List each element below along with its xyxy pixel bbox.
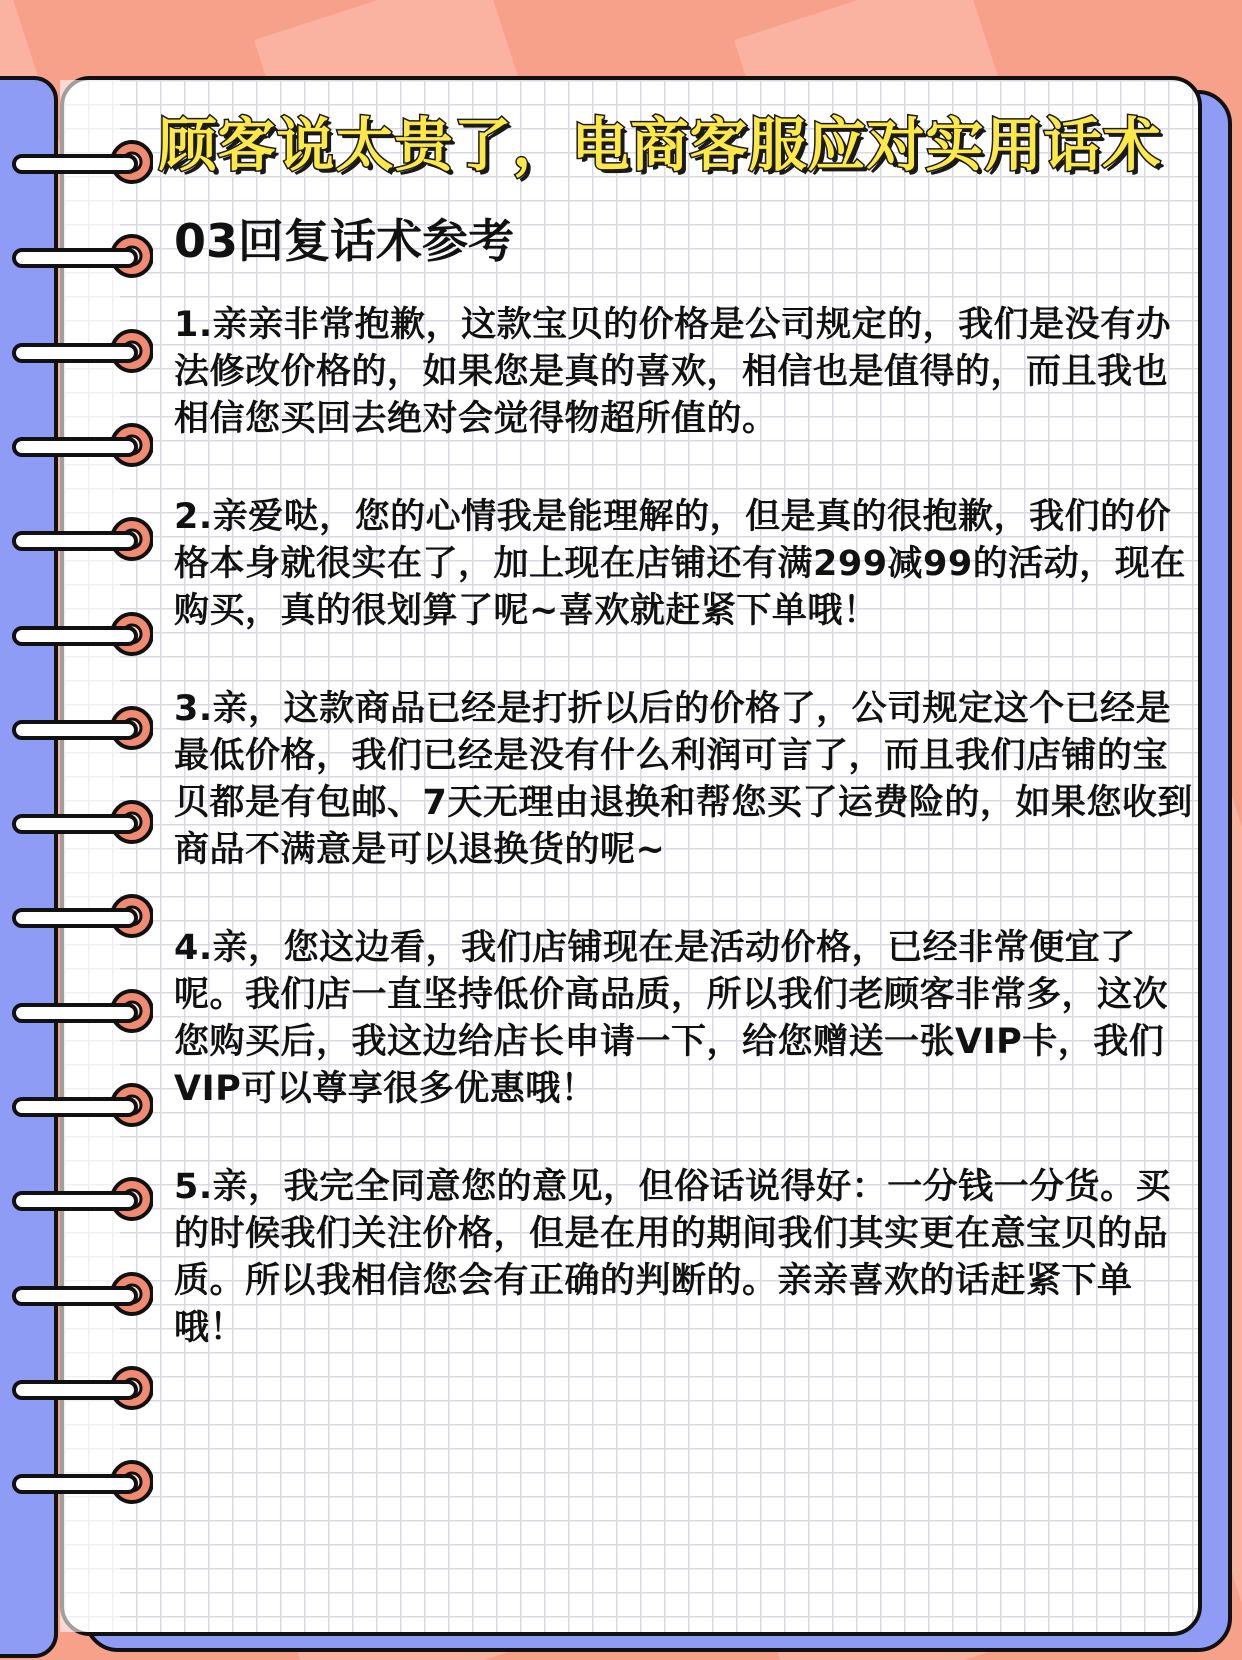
binding-ring bbox=[8, 415, 153, 475]
binding-ring bbox=[8, 1452, 153, 1512]
section-heading: 03回复话术参考 bbox=[174, 214, 515, 268]
binding-ring bbox=[8, 1169, 153, 1229]
binding-ring bbox=[8, 226, 153, 286]
binding-ring bbox=[8, 698, 153, 758]
reply-item: 5.亲，我完全同意您的意见，但俗话说得好：一分钱一分货。买的时候我们关注价格，但是在用的期间我们其实更在意宝贝的品质。所以我相信您会有正确的判断的。亲亲喜欢的话赶紧下单哦！ bbox=[174, 1167, 1172, 1348]
reply-item: 4.亲，您这边看，我们店铺现在是活动价格，已经非常便宜了呢。我们店一直坚持低价高品质，所以我们老顾客非常多，这次您购买后，我这边给店长申请一下，给您赠送一张VIP卡，我们VIP可以尊享很多优惠哦！ bbox=[174, 928, 1169, 1109]
binding-ring bbox=[8, 981, 153, 1041]
reply-item: 1.亲亲非常抱歉，这款宝贝的价格是公司规定的，我们是没有办法修改价格的，如果您是真的喜欢，相信也是值得的，而且我也相信您买回去绝对会觉得物超所值的。 bbox=[174, 305, 1172, 439]
binding-ring bbox=[8, 792, 153, 852]
binding-ring bbox=[8, 1264, 153, 1324]
reply-list bbox=[174, 302, 1194, 1403]
reply-item: 3.亲，这款商品已经是打折以后的价格了，公司规定这个已经是最低价格，我们已经是没有什么利润可言了，而且我们店铺的宝贝都是有包邮、7天无理由退换和帮您买了运费险的，如果您收到商品不满意是可以退换货的呢~ bbox=[174, 689, 1193, 870]
binding-ring bbox=[8, 132, 153, 192]
reply-item: 2.亲爱哒，您的心情我是能理解的，但是真的很抱歉，我们的价格本身就很实在了，加上现在店铺还有满299减99的活动，现在购买，真的很划算了呢~喜欢就赶紧下单哦！ bbox=[174, 497, 1186, 631]
binding-ring bbox=[8, 509, 153, 569]
notebook-spine bbox=[0, 76, 58, 1658]
binding-ring bbox=[8, 321, 153, 381]
page-title: 顾客说太贵了，电商客服应对实用话术 bbox=[158, 111, 1162, 179]
binding-ring bbox=[8, 604, 153, 664]
binding-ring bbox=[8, 1075, 153, 1135]
binding-ring bbox=[8, 886, 153, 946]
binding-ring bbox=[8, 1358, 153, 1418]
